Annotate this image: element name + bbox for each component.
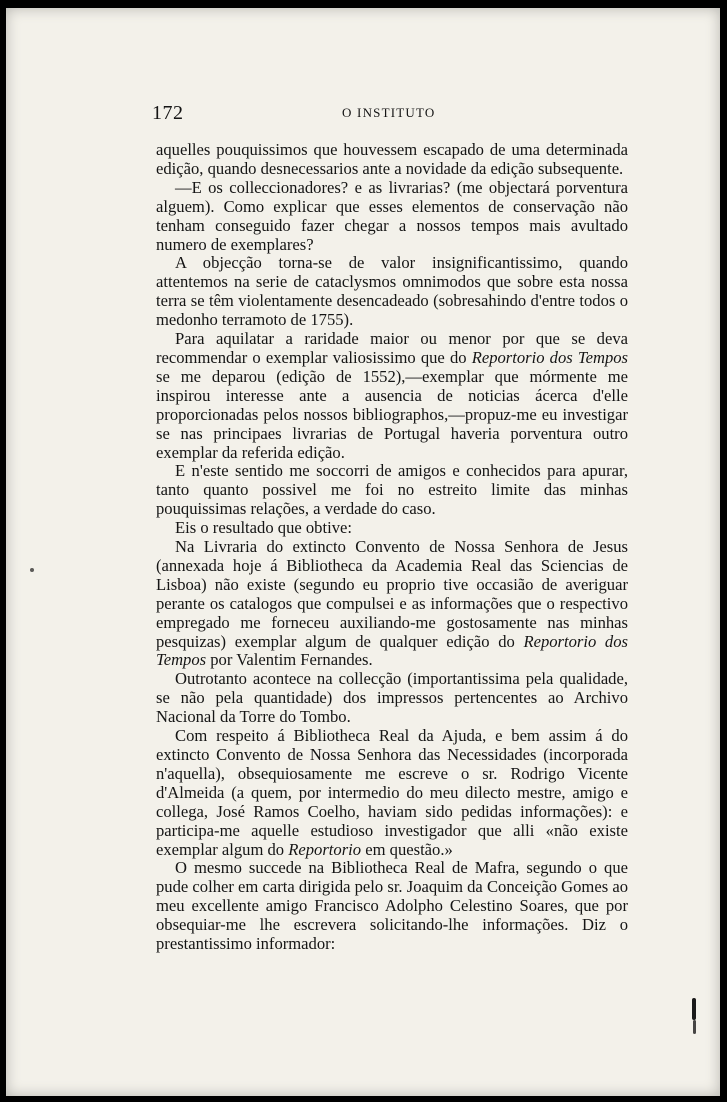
ink-speck bbox=[693, 1020, 696, 1034]
italic-title: Reportorio bbox=[288, 839, 362, 859]
paragraph bbox=[156, 727, 628, 859]
paragraph bbox=[156, 670, 628, 727]
paragraph-text: Com respeito á Bibliotheca Real da Ajuda, e bem assim á do extincto Convento de Nossa Senhora das Necessidades (incorporada n'aquella), obsequiosamente me escreve o sr. Rodrigo Vicente d'Almeida (a quem, por intermedio do meu dilecto mestre, amigo e collega, José Ramos Coelho, haviam sido pedidas informações): e participa-me aquelle estudioso investigador que alli «não existe exemplar algum do bbox=[156, 726, 628, 859]
paragraph bbox=[156, 462, 628, 519]
ink-speck bbox=[30, 568, 34, 572]
page-header bbox=[152, 102, 632, 124]
paragraph-text: O mesmo succede na Bibliotheca Real de Mafra, segundo o que pude colher em carta dirigida pelo sr. Joaquim da Conceição Gomes ao meu excellente amigo Francisco Adolpho Celestino Soares, que por obsequiar-me lhe escrevera solicitando-lhe informações. Diz o prestantissimo informador: bbox=[156, 858, 628, 954]
paragraph-text: Na Livraria do extincto Convento de Nossa Senhora de Jesus (annexada hoje á Bibliotheca da Academia Real das Sciencias de Lisboa) não existe (segundo eu proprio tive occasião de averiguar perante os catalogos que compulsei e as informações que o respectivo empregado me forneceu auxiliando-me gostosamente nas minhas pesquizas) exemplar algum de qualquer edição do bbox=[156, 537, 628, 651]
paragraph bbox=[156, 330, 628, 462]
running-head: O INSTITUTO bbox=[342, 105, 436, 120]
paragraph bbox=[156, 519, 628, 538]
paragraph-text: em questão.» bbox=[361, 839, 453, 859]
paragraph-text: E n'este sentido me soccorri de amigos e conhecidos para apurar, tanto quanto possivel me foi no estreito limite das minhas pouquissimas relações, a verdade do caso. bbox=[156, 461, 628, 519]
paragraph-text: se me deparou (edição de 1552),—exemplar que mórmente me inspirou interesse ante a ausencia de noticias ácerca d'elle proporcionadas pelos nossos bibliographos,—propuz-me eu investigar se nas principaes livrarias de Portugal haveria porventura outro exemplar da referida edição. bbox=[156, 366, 628, 462]
paragraph bbox=[156, 538, 628, 670]
italic-title: Reportorio dos Tempos bbox=[156, 631, 628, 670]
page-number: 172 bbox=[152, 102, 184, 124]
paragraph-text: —E os colleccionadores? e as livrarias? (me objectará porventura alguem). Como explicar que esses elementos de conservação não tenham conseguido fazer chegar a nossos tempos mais avultado numero de exemplares? bbox=[156, 177, 628, 254]
paragraph bbox=[156, 859, 628, 954]
paragraph-text: por Valentim Fernandes. bbox=[206, 650, 373, 670]
paragraph-text: Para aquilatar a raridade maior ou menor por que se deva recommendar o exemplar valiosissimo que do bbox=[156, 329, 628, 367]
paragraph-text: Outrotanto acontece na collecção (importantissima pela qualidade, se não pela quantidade) dos impressos pertencentes ao Archivo Nacional da Torre do Tombo. bbox=[156, 669, 628, 727]
paragraph-text: A objecção torna-se de valor insignificantissimo, quando attentemos na serie de cataclysmos omnimodos que sobre esta nossa terra se têm violentamente desencadeado (sobresahindo d'entre todos o medonho terramoto de 1755). bbox=[156, 253, 628, 330]
paragraph bbox=[156, 254, 628, 330]
paragraph-text: aquelles pouquissimos que houvessem escapado de uma determinada edição, quando desnecessarios ante a novidade da edição subsequente. bbox=[156, 140, 628, 178]
paragraph bbox=[156, 141, 628, 179]
ink-speck bbox=[692, 998, 696, 1020]
italic-title: Reportorio dos Tempos bbox=[471, 347, 628, 367]
body-text bbox=[156, 141, 628, 954]
paragraph bbox=[156, 179, 628, 255]
paragraph-text: Eis o resultado que obtive: bbox=[175, 518, 352, 538]
